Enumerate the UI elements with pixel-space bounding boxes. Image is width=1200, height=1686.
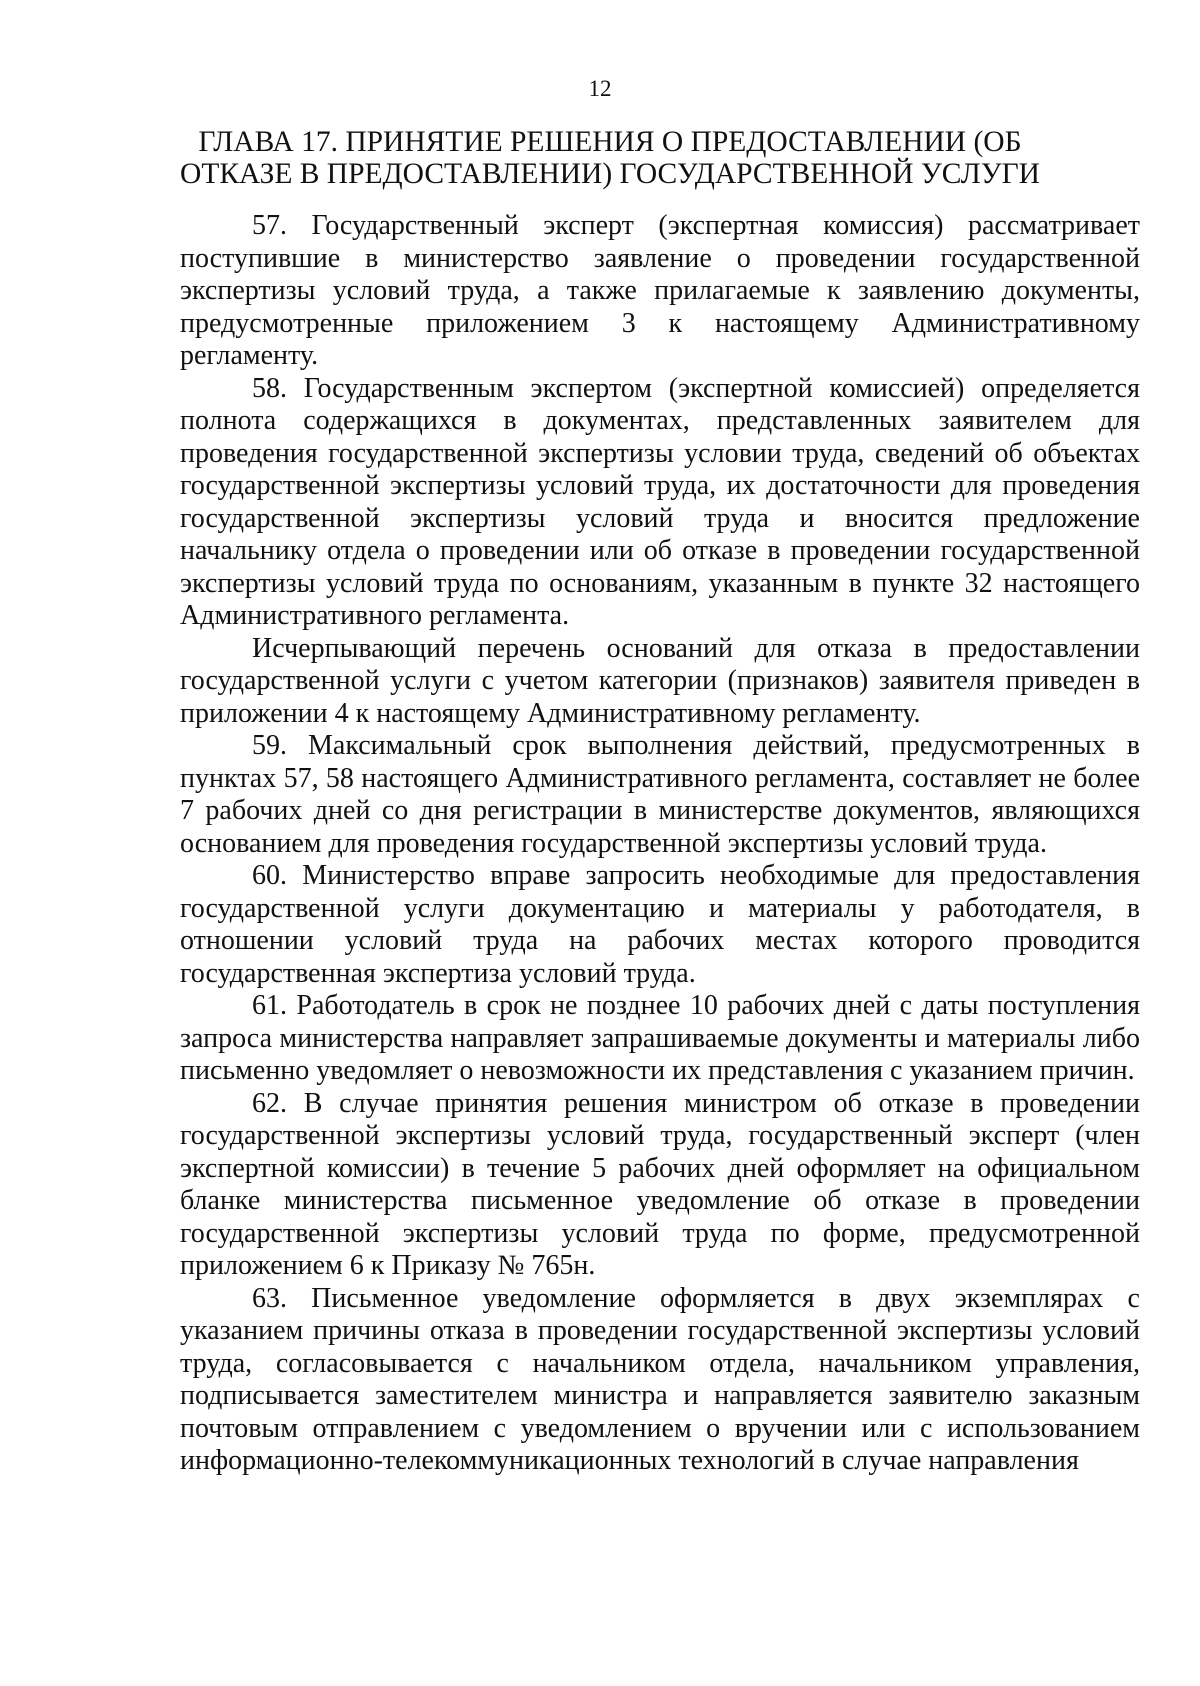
paragraph-57: 57. Государственный эксперт (экспертная комиссия) рассматривает поступившие в министерство заявление о проведении государственной экспертизы условий труда, а также прилагаемые к заявлению документы, предусмотренные приложением 3 к настоящему Административному регламенту. <box>180 210 1140 371</box>
page-number: 12 <box>588 76 612 101</box>
paragraph-60: 60. Министерство вправе запросить необходимые для предоставления государственной услуги документацию и материалы у работодателя, в отношении условий труда на рабочих местах которого проводится государственная экспертиза условий труда. <box>180 860 1140 989</box>
paragraph-61: 61. Работодатель в срок не позднее 10 рабочих дней с даты поступления запроса министерства направляет запрашиваемые документы и материалы либо письменно уведомляет о невозможности их представления с указанием причин. <box>180 990 1140 1086</box>
paragraph-63: 63. Письменное уведомление оформляется в двух экземплярах с указанием причины отказа в проведении государственной экспертизы условий труда, согласовывается с начальником отдела, начальником управления, подписывается заместителем министра и направляется заявителю заказным почтовым отправлением с уведомлением о вручении или с использованием информационно-телекоммуникационных технологий в случае направления <box>180 1282 1140 1476</box>
chapter-title: ГЛАВА 17. ПРИНЯТИЕ РЕШЕНИЯ О ПРЕДОСТАВЛЕНИИ (ОБ ОТКАЗЕ В ПРЕДОСТАВЛЕНИИ) ГОСУДАРСТВЕННОЙ УСЛУГИ <box>180 126 1040 190</box>
paragraph-62: 62. В случае принятия решения министром об отказе в проведении государственной экспертизы условий труда, государственный эксперт (член экспертной комиссии) в течение 5 рабочих дней оформляет на официальном бланке министерства письменное уведомление об отказе в проведении государственной экспертизы условий труда по форме, предусмотренной приложением 6 к Приказу № 765н. <box>180 1087 1140 1281</box>
paragraph-grounds-list: Исчерпывающий перечень оснований для отказа в предоставлении государственной услуги с учетом категории (признаков) заявителя приведен в приложении 4 к настоящему Административному регламенту. <box>180 632 1140 729</box>
paragraph-58: 58. Государственным экспертом (экспертной комиссией) определяется полнота содержащихся в документах, представленных заявителем для проведения государственной экспертизы условии труда, сведений об объектах государственной экспертизы условий труда, их достаточности для проведения государственной экспертизы условий труда и вносится предложение начальнику отдела о проведении или об отказе в проведении государственной экспертизы условий труда по основаниям, указанным в пункте 32 настоящего Административного регламента. <box>180 372 1140 631</box>
paragraph-59: 59. Максимальный срок выполнения действий, предусмотренных в пунктах 57, 58 настоящего Административного регламента, составляет не более 7 рабочих дней со дня регистрации в министерстве документов, являющихся основанием для проведения государственной экспертизы условий труда. <box>180 730 1140 859</box>
document-body <box>180 210 1140 1478</box>
